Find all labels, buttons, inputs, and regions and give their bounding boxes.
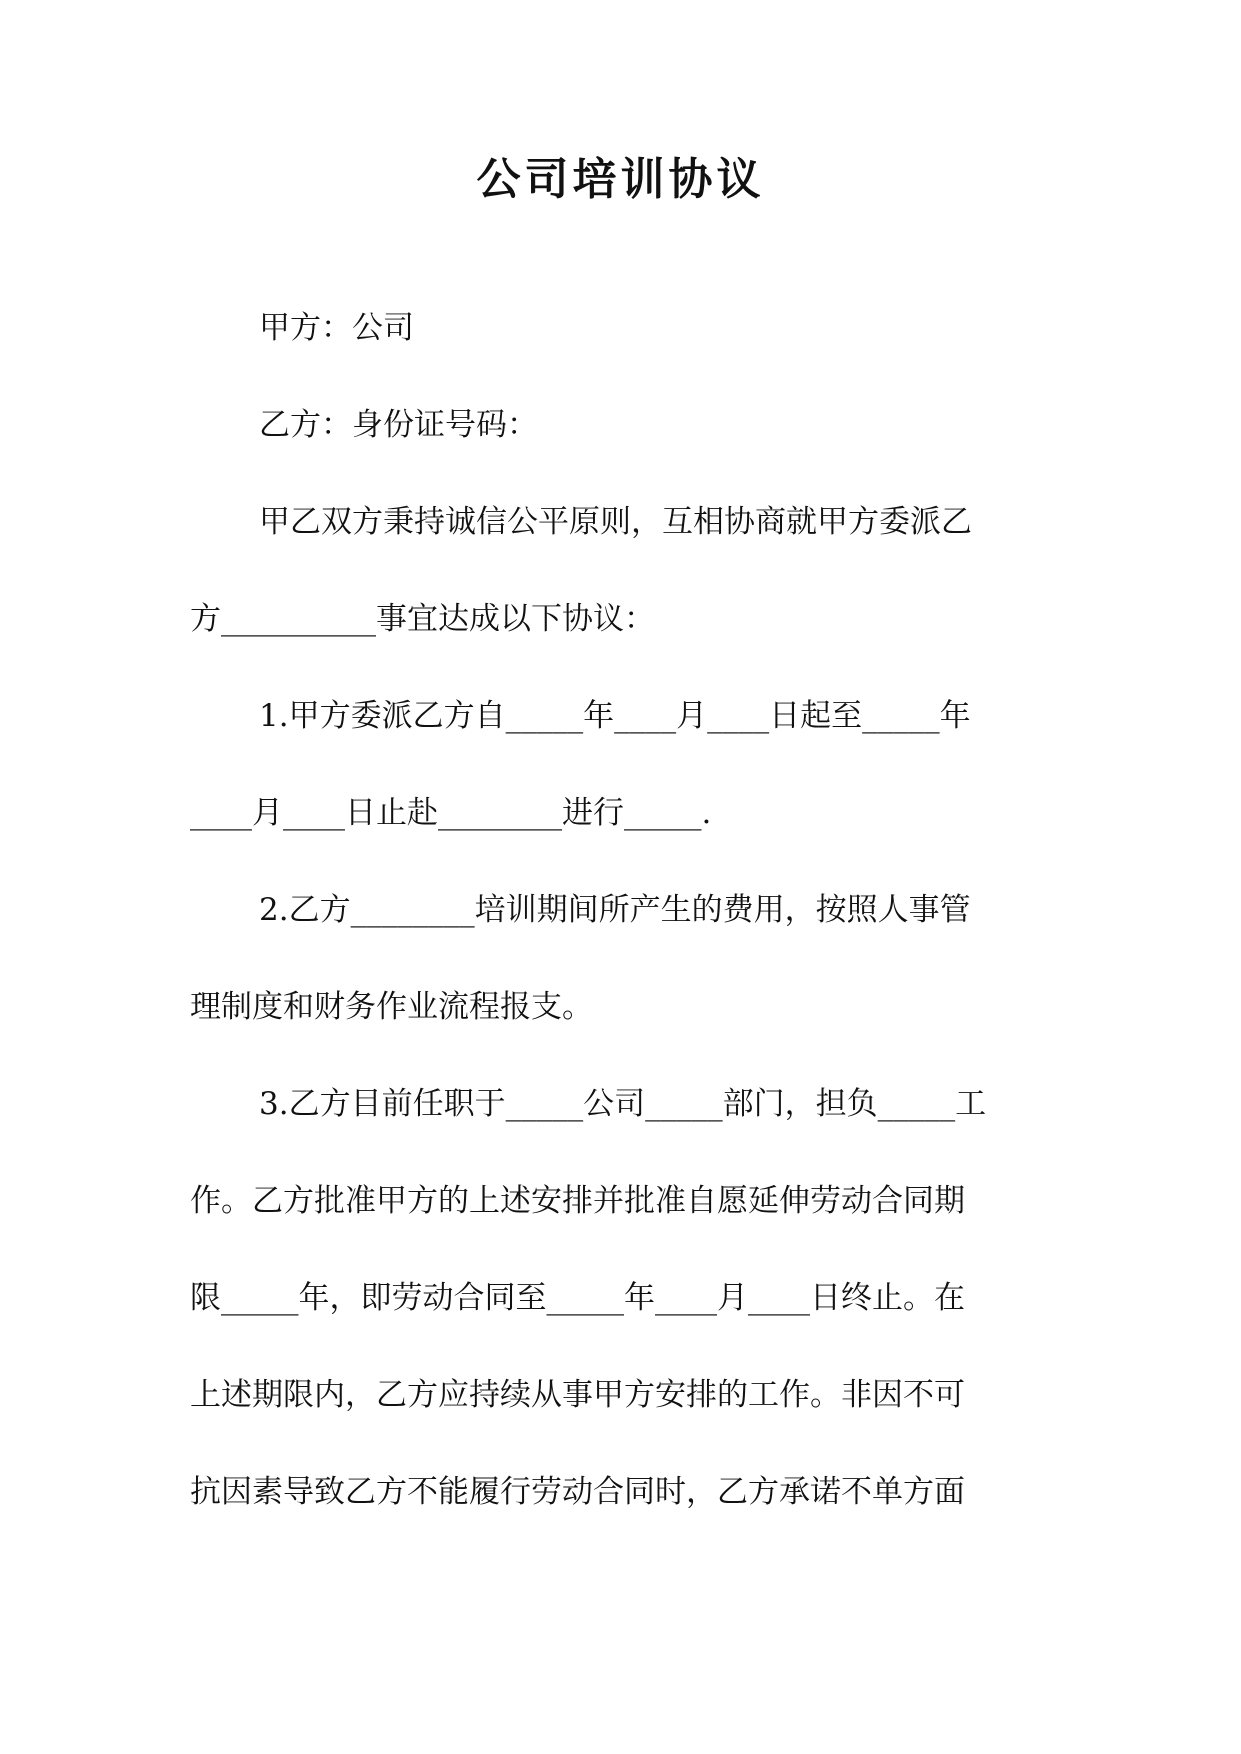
party-b-line: 乙方：身份证号码： <box>259 407 538 443</box>
clause-1-line-1: 1.甲方委派乙方自_____年____月____日起至_____年 <box>259 698 971 734</box>
clause-3-line-2: 作。乙方批准甲方的上述安排并批准自愿延伸劳动合同期 <box>190 1183 965 1219</box>
clause-3-line-1: 3.乙方目前任职于_____公司_____部门，担负_____工 <box>259 1086 987 1122</box>
party-a-line: 甲方：公司 <box>259 310 414 346</box>
clause-2-line-1: 2.乙方________培训期间所产生的费用，按照人事管 <box>259 892 971 928</box>
preamble-line-2: 方__________事宜达成以下协议： <box>190 601 655 637</box>
clause-3-line-3: 限_____年，即劳动合同至_____年____月____日终止。在 <box>190 1280 965 1316</box>
preamble-line-1: 甲乙双方秉持诚信公平原则，互相协商就甲方委派乙 <box>259 504 972 540</box>
clause-2-line-2: 理制度和财务作业流程报支。 <box>190 989 593 1025</box>
document-title: 公司培训协议 <box>476 154 765 205</box>
clause-3-line-5: 抗因素导致乙方不能履行劳动合同时，乙方承诺不单方面 <box>190 1474 965 1510</box>
clause-1-line-2: ____月____日止赴________进行_____. <box>190 795 712 831</box>
clause-3-line-4: 上述期限内，乙方应持续从事甲方安排的工作。非因不可 <box>190 1377 965 1413</box>
